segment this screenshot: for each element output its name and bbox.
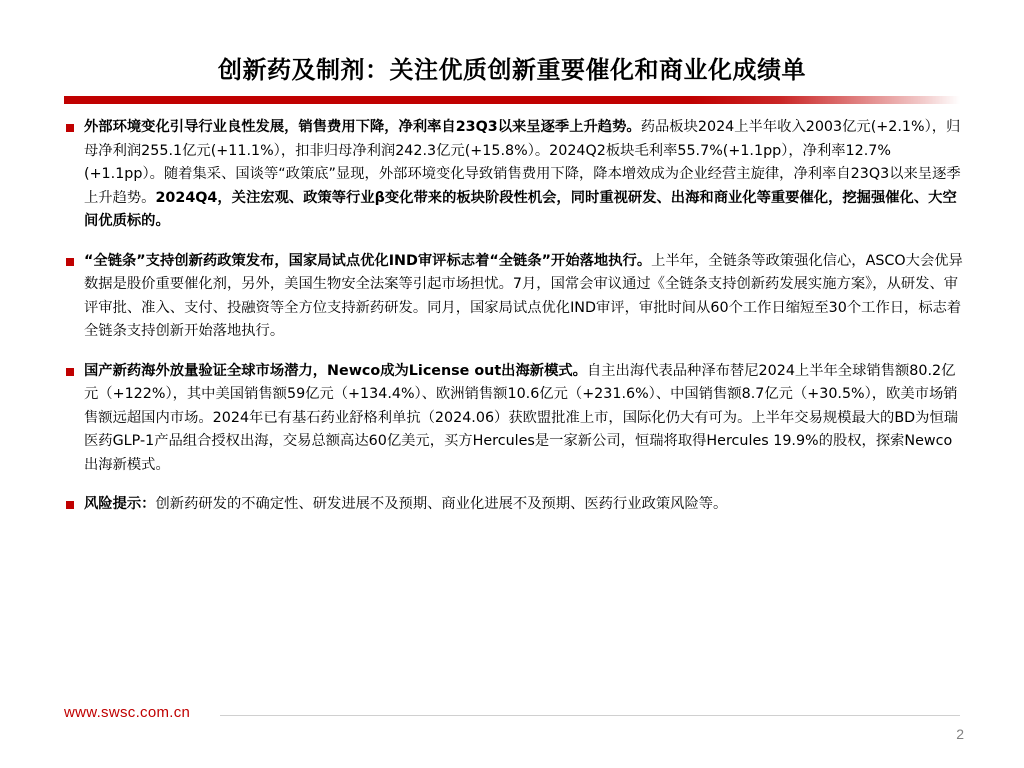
square-bullet-icon	[66, 501, 74, 509]
bullet-body: 创新药研发的不确定性、研发进展不及预期、商业化进展不及预期、医药行业政策风险等。	[155, 496, 728, 512]
slide-title: 创新药及制剂：关注优质创新重要催化和商业化成绩单	[218, 56, 806, 84]
bullet-list	[64, 116, 964, 517]
bullet-item-policy	[64, 250, 964, 344]
bullet-body: 药品板块2024上半年收入2003亿元(+2.1%），归母净利润255.1亿元(+11.1%），扣非归母净利润242.3亿元(+15.8%）。2024Q2板块毛利率55.7%(+1.1pp），净利率12.7%(+1.1pp）。随着集采、国谈等“政策底”显现，外部环境变化导致销售费用下降，降本增效成为企业经营主旋律，净利率自23Q3以来呈逐季上升趋势。	[84, 119, 961, 206]
bullet-body: 自主出海代表品种泽布替尼2024上半年全球销售额80.2亿元（+122%），其中美国销售额59亿元（+134.4%）、欧洲销售额10.6亿元（+231.6%）、中国销售额8.7亿元（+30.5%），欧美市场销售额远超国内市场。2024年已有基石药业舒格利单抗（2024.06）获欧盟批准上市，国际化仍大有可为。上半年交易规模最大的BD为恒瑞医药GLP-1产品组合授权出海，交易总额高达60亿美元，买方Hercules是一家新公司，恒瑞将取得Hercules 19.9%的股权，探索Newco出海新模式。	[84, 362, 959, 473]
square-bullet-icon	[66, 124, 74, 132]
bullet-text	[84, 493, 964, 517]
bullet-text	[84, 250, 964, 344]
bullet-lead: 风险提示：	[84, 496, 156, 512]
title-underline	[64, 96, 960, 104]
square-bullet-icon	[66, 258, 74, 266]
bullet-text	[84, 116, 964, 234]
bullet-item-risk	[64, 493, 964, 517]
bullet-body: 上半年，全链条等政策强化信心，ASCO大会优异数据是股价重要催化剂，另外，美国生物安全法案等引起市场担忧。7月，国常会审议通过《全链条支持创新药发展实施方案》，从研发、审评审批、准入、支付、投融资等全方位支持新药研发。同月，国家局试点优化IND审评，审批时间从60个工作日缩短至30个工作日，标志着全链条支持创新开始落地执行。	[84, 252, 963, 339]
bullet-text	[84, 360, 964, 478]
square-bullet-icon	[66, 368, 74, 376]
footer-website-url[interactable]: www.swsc.com.cn	[64, 704, 191, 721]
bullet-lead: “全链条”支持创新药政策发布，国家局试点优化IND审评标志着“全链条”开始落地执行。	[84, 252, 652, 269]
bullet-item-overseas	[64, 360, 964, 478]
page-number: 2	[956, 726, 964, 742]
bullet-lead: 国产新药海外放量验证全球市场潜力，Newco成为License out出海新模式。	[84, 362, 587, 379]
bullet-lead: 外部环境变化引导行业良性发展，销售费用下降，净利率自23Q3以来呈逐季上升趋势。	[84, 119, 641, 135]
bullet-tail: 2024Q4，关注宏观、政策等行业β变化带来的板块阶段性机会，同时重视研发、出海和商业化等重要催化，挖掘强催化、大空间优质标的。	[84, 189, 957, 229]
bullet-item-profitability	[64, 116, 964, 234]
footer-divider	[220, 715, 960, 716]
